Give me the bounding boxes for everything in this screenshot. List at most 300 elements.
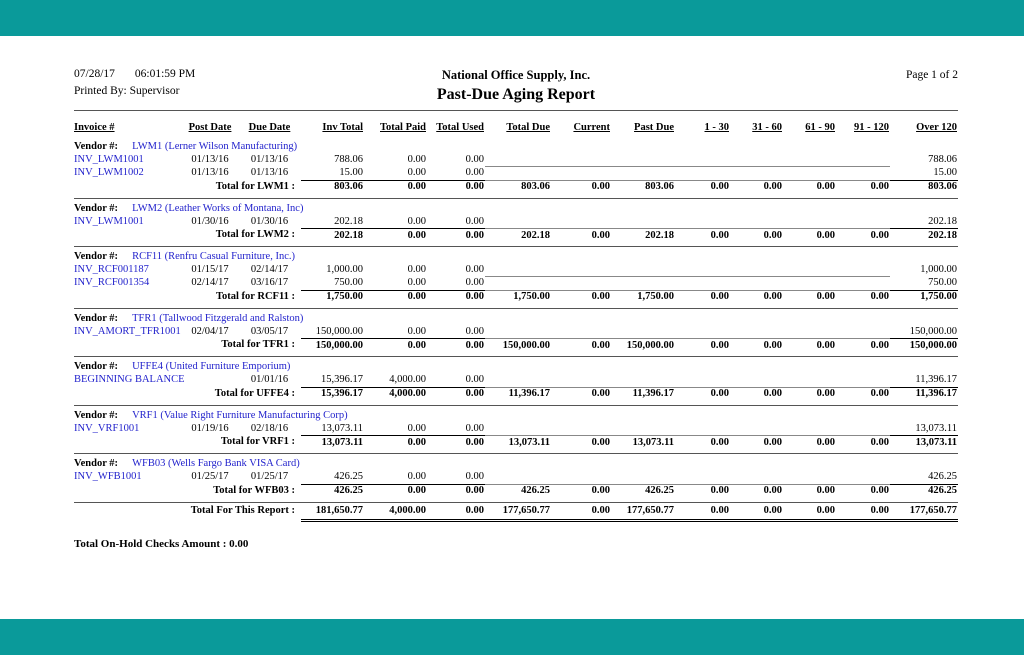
cell-total_paid: 0.00 bbox=[407, 471, 426, 482]
cell-inv_total: 426.25 bbox=[334, 471, 363, 482]
header-left bbox=[74, 68, 324, 97]
group-total-row bbox=[74, 180, 958, 194]
group-total-label: Total for UFFE4 : bbox=[214, 387, 295, 399]
page-number: Page 1 of 2 bbox=[905, 69, 958, 81]
group-total-b61_90: 0.00 bbox=[783, 387, 836, 401]
header-divider bbox=[74, 110, 958, 111]
cell-b61_90 bbox=[783, 215, 836, 229]
group-total-label: Total for WFB03 : bbox=[213, 484, 295, 496]
cell-inv_total: 15,396.17 bbox=[321, 374, 363, 385]
group-total-current: 0.00 bbox=[551, 180, 611, 194]
cell-over_120: 202.18 bbox=[928, 215, 957, 227]
cell-due_date: 01/30/16 bbox=[250, 215, 289, 227]
cell-past_due bbox=[611, 374, 675, 388]
group-total-inv_total: 15,396.17 bbox=[301, 387, 364, 401]
cell-current bbox=[551, 264, 611, 277]
vendor-row bbox=[74, 405, 958, 422]
group-total-b31_60: 0.00 bbox=[730, 484, 783, 498]
cell-post_date: 02/14/17 bbox=[191, 277, 229, 289]
cell-over_120: 13,073.11 bbox=[915, 422, 957, 434]
group-total-row bbox=[74, 387, 958, 401]
group-total-b61_90: 0.00 bbox=[783, 290, 836, 304]
group-total-over_120: 803.06 bbox=[890, 180, 958, 194]
report-total-current: 0.00 bbox=[551, 502, 611, 520]
vendor-cell bbox=[74, 454, 958, 471]
cell-inv_total: 788.06 bbox=[334, 154, 363, 165]
group-total-total_paid: 0.00 bbox=[364, 290, 427, 304]
cell-b61_90 bbox=[783, 154, 836, 167]
invoice-row bbox=[74, 422, 958, 436]
column-header-row bbox=[74, 120, 958, 137]
col-header-b31_60: 31 - 60 bbox=[752, 122, 782, 133]
cell-b31_60 bbox=[730, 167, 783, 181]
group-total-current: 0.00 bbox=[551, 229, 611, 243]
cell-total_paid: 0.00 bbox=[407, 215, 426, 227]
group-total-b61_90: 0.00 bbox=[783, 436, 836, 450]
cell-current bbox=[551, 325, 611, 339]
group-total-total_due: 11,396.17 bbox=[485, 387, 551, 401]
group-total-b91_120: 0.00 bbox=[836, 180, 890, 194]
cell-over_120: 11,396.17 bbox=[915, 374, 957, 385]
group-total-label: Total for VRF1 : bbox=[220, 436, 295, 448]
vendor-row bbox=[74, 454, 958, 471]
cell-invoice[interactable]: INV_RCF001187 bbox=[74, 264, 149, 275]
col-header-inv_total: Inv Total bbox=[322, 122, 363, 133]
cell-b31_60 bbox=[730, 325, 783, 339]
group-total-row bbox=[74, 436, 958, 450]
cell-due_date: 03/05/17 bbox=[250, 325, 289, 337]
cell-past_due bbox=[611, 264, 675, 277]
cell-total_used: 0.00 bbox=[465, 277, 484, 288]
group-total-past_due: 426.25 bbox=[611, 484, 675, 498]
cell-due_date: 01/13/16 bbox=[250, 167, 289, 179]
cell-b91_120 bbox=[836, 215, 890, 229]
cell-total_used: 0.00 bbox=[465, 167, 484, 178]
vendor-name-link[interactable]: WFB03 (Wells Fargo Bank VISA Card) bbox=[132, 458, 300, 469]
cell-total_due bbox=[485, 154, 551, 167]
cell-due_date: 02/18/16 bbox=[250, 422, 289, 434]
group-total-past_due: 803.06 bbox=[611, 180, 675, 194]
print-datetime bbox=[74, 68, 324, 80]
cell-b1_30 bbox=[675, 277, 730, 291]
cell-past_due bbox=[611, 325, 675, 339]
cell-invoice[interactable]: INV_RCF001354 bbox=[74, 277, 150, 289]
cell-total_paid: 0.00 bbox=[407, 325, 426, 337]
vendor-name-link[interactable]: LWM2 (Leather Works of Montana, Inc) bbox=[132, 202, 304, 214]
report-total-b91_120: 0.00 bbox=[836, 502, 890, 520]
group-total-total_due: 202.18 bbox=[485, 229, 551, 243]
vendor-name-link[interactable]: LWM1 (Lerner Wilson Manufacturing) bbox=[132, 141, 298, 152]
cell-invoice[interactable]: INV_LWM1001 bbox=[74, 154, 144, 165]
invoice-row bbox=[74, 325, 958, 339]
col-header-total_due: Total Due bbox=[506, 122, 550, 133]
col-header-post_date: Post Date bbox=[188, 122, 232, 133]
group-total-over_120: 426.25 bbox=[890, 484, 958, 498]
group-total-b31_60: 0.00 bbox=[730, 387, 783, 401]
cell-post_date: 01/15/17 bbox=[191, 264, 229, 275]
vendor-name-link[interactable]: UFFE4 (United Furniture Emporium) bbox=[132, 361, 291, 372]
group-total-b1_30: 0.00 bbox=[675, 229, 730, 243]
group-total-inv_total: 1,750.00 bbox=[301, 290, 364, 304]
cell-total_paid: 0.00 bbox=[407, 167, 426, 178]
company-name: National Office Supply, Inc. bbox=[441, 68, 591, 82]
cell-b91_120 bbox=[836, 264, 890, 277]
group-total-b61_90: 0.00 bbox=[783, 484, 836, 498]
group-total-inv_total: 202.18 bbox=[301, 229, 364, 243]
report-total-total_paid: 4,000.00 bbox=[364, 502, 427, 520]
group-total-label: Total for LWM2 : bbox=[215, 229, 295, 241]
group-total-over_120: 150,000.00 bbox=[890, 339, 958, 353]
group-total-b91_120: 0.00 bbox=[836, 229, 890, 243]
vendor-label: Vendor #: bbox=[74, 202, 119, 214]
cell-b61_90 bbox=[783, 325, 836, 339]
group-total-over_120: 1,750.00 bbox=[890, 290, 958, 304]
col-header-b1_30: 1 - 30 bbox=[704, 122, 729, 133]
cell-inv_total: 750.00 bbox=[334, 277, 363, 288]
report-total-b1_30: 0.00 bbox=[675, 502, 730, 520]
group-total-past_due: 11,396.17 bbox=[611, 387, 675, 401]
print-date: 07/28/17 bbox=[74, 68, 115, 80]
cell-past_due bbox=[611, 167, 675, 181]
invoice-row bbox=[74, 215, 958, 229]
vendor-row bbox=[74, 357, 958, 374]
cell-invoice[interactable]: INV_WFB1001 bbox=[74, 471, 142, 483]
group-total-b91_120: 0.00 bbox=[836, 436, 890, 450]
group-total-current: 0.00 bbox=[551, 290, 611, 304]
cell-b1_30 bbox=[675, 154, 730, 167]
cell-current bbox=[551, 277, 611, 291]
cell-b1_30 bbox=[675, 325, 730, 339]
report-title: Past-Due Aging Report bbox=[436, 86, 596, 103]
vendor-row bbox=[74, 308, 958, 325]
group-total-total_used: 0.00 bbox=[427, 436, 485, 450]
cell-over_120: 15.00 bbox=[933, 167, 957, 178]
cell-total_paid: 0.00 bbox=[407, 264, 426, 275]
report-total-past_due: 177,650.77 bbox=[611, 502, 675, 520]
vendor-row bbox=[74, 137, 958, 154]
cell-b1_30 bbox=[675, 422, 730, 436]
col-header-b91_120: 91 - 120 bbox=[854, 122, 889, 133]
group-total-b31_60: 0.00 bbox=[730, 436, 783, 450]
cell-b61_90 bbox=[783, 471, 836, 485]
cell-due_date: 01/13/16 bbox=[250, 154, 289, 165]
invoice-row bbox=[74, 154, 958, 167]
cell-post_date: 02/04/17 bbox=[191, 325, 229, 337]
cell-post_date bbox=[182, 374, 239, 388]
group-total-inv_total: 426.25 bbox=[301, 484, 364, 498]
cell-total_due bbox=[485, 215, 551, 229]
group-total-total_paid: 4,000.00 bbox=[364, 387, 427, 401]
cell-post_date: 01/13/16 bbox=[191, 154, 229, 165]
header-center bbox=[324, 68, 708, 104]
cell-past_due bbox=[611, 215, 675, 229]
group-total-total_due: 803.06 bbox=[485, 180, 551, 194]
group-total-b31_60: 0.00 bbox=[730, 229, 783, 243]
cell-b31_60 bbox=[730, 154, 783, 167]
cell-past_due bbox=[611, 422, 675, 436]
report-total-total_due: 177,650.77 bbox=[485, 502, 551, 520]
cell-inv_total: 150,000.00 bbox=[315, 325, 363, 337]
cell-invoice[interactable]: INV_VRF1001 bbox=[74, 422, 140, 434]
cell-inv_total: 13,073.11 bbox=[321, 422, 363, 434]
viewer-bottom-bar bbox=[0, 619, 1024, 655]
cell-over_120: 150,000.00 bbox=[909, 325, 957, 337]
vendor-label: Vendor #: bbox=[74, 409, 119, 421]
col-header-due_date: Due Date bbox=[248, 122, 291, 133]
group-total-b1_30: 0.00 bbox=[675, 387, 730, 401]
cell-current bbox=[551, 422, 611, 436]
cell-b91_120 bbox=[836, 374, 890, 388]
group-total-row bbox=[74, 484, 958, 498]
cell-b61_90 bbox=[783, 264, 836, 277]
cell-b61_90 bbox=[783, 374, 836, 388]
group-total-b1_30: 0.00 bbox=[675, 180, 730, 194]
cell-total_used: 0.00 bbox=[465, 422, 484, 434]
group-total-total_paid: 0.00 bbox=[364, 339, 427, 353]
cell-b91_120 bbox=[836, 471, 890, 485]
cell-b91_120 bbox=[836, 325, 890, 339]
group-total-b31_60: 0.00 bbox=[730, 339, 783, 353]
group-total-total_due: 13,073.11 bbox=[485, 436, 551, 450]
cell-total_due bbox=[485, 167, 551, 181]
group-total-label: Total for RCF11 : bbox=[215, 290, 295, 302]
cell-post_date: 01/13/16 bbox=[191, 167, 229, 179]
cell-post_date: 01/25/17 bbox=[191, 471, 229, 483]
group-total-b61_90: 0.00 bbox=[783, 229, 836, 243]
group-total-inv_total: 150,000.00 bbox=[301, 339, 364, 353]
on-hold-total bbox=[74, 538, 958, 550]
cell-b91_120 bbox=[836, 154, 890, 167]
vendor-cell bbox=[74, 405, 958, 422]
vendor-label: Vendor #: bbox=[74, 361, 119, 372]
cell-total_used: 0.00 bbox=[465, 325, 484, 337]
group-total-current: 0.00 bbox=[551, 387, 611, 401]
group-total-b1_30: 0.00 bbox=[675, 436, 730, 450]
cell-total_paid: 4,000.00 bbox=[389, 374, 426, 385]
invoice-row bbox=[74, 471, 958, 485]
cell-due_date: 01/01/16 bbox=[250, 374, 289, 386]
cell-over_120: 788.06 bbox=[928, 154, 957, 165]
cell-post_date: 01/19/16 bbox=[191, 422, 229, 434]
cell-over_120: 750.00 bbox=[928, 277, 957, 288]
group-total-b91_120: 0.00 bbox=[836, 339, 890, 353]
group-total-past_due: 150,000.00 bbox=[611, 339, 675, 353]
group-total-b1_30: 0.00 bbox=[675, 339, 730, 353]
cell-invoice[interactable]: INV_LWM1001 bbox=[74, 215, 144, 227]
group-total-label: Total for LWM1 : bbox=[215, 180, 295, 192]
cell-b91_120 bbox=[836, 167, 890, 181]
group-total-row bbox=[74, 229, 958, 243]
report-total-inv_total: 181,650.77 bbox=[301, 502, 364, 520]
cell-b31_60 bbox=[730, 422, 783, 436]
cell-b61_90 bbox=[783, 422, 836, 436]
cell-invoice[interactable]: INV_LWM1002 bbox=[74, 167, 144, 179]
group-total-past_due: 1,750.00 bbox=[611, 290, 675, 304]
cell-current bbox=[551, 471, 611, 485]
cell-b1_30 bbox=[675, 264, 730, 277]
vendor-cell bbox=[74, 247, 958, 264]
col-header-past_due: Past Due bbox=[634, 122, 674, 133]
group-total-total_paid: 0.00 bbox=[364, 229, 427, 243]
on-hold-value: 0.00 bbox=[229, 537, 249, 550]
invoice-row bbox=[74, 277, 958, 291]
cell-b31_60 bbox=[730, 471, 783, 485]
cell-current bbox=[551, 215, 611, 229]
cell-total_due bbox=[485, 422, 551, 436]
cell-total_used: 0.00 bbox=[465, 215, 484, 227]
group-total-total_used: 0.00 bbox=[427, 180, 485, 194]
group-total-b91_120: 0.00 bbox=[836, 387, 890, 401]
group-total-total_paid: 0.00 bbox=[364, 180, 427, 194]
vendor-name-link[interactable]: VRF1 (Value Right Furniture Manufacturing Corp) bbox=[132, 409, 348, 421]
cell-total_used: 0.00 bbox=[465, 154, 484, 165]
group-total-b91_120: 0.00 bbox=[836, 484, 890, 498]
vendor-row bbox=[74, 198, 958, 215]
cell-post_date: 01/30/16 bbox=[191, 215, 229, 227]
vendor-label: Vendor #: bbox=[74, 141, 119, 152]
cell-total_due bbox=[485, 471, 551, 485]
group-total-total_used: 0.00 bbox=[427, 387, 485, 401]
vendor-cell bbox=[74, 137, 958, 154]
cell-past_due bbox=[611, 154, 675, 167]
group-total-b61_90: 0.00 bbox=[783, 339, 836, 353]
cell-total_paid: 0.00 bbox=[407, 154, 426, 165]
cell-b31_60 bbox=[730, 277, 783, 291]
cell-total_paid: 0.00 bbox=[407, 277, 426, 288]
group-total-inv_total: 13,073.11 bbox=[301, 436, 364, 450]
cell-b31_60 bbox=[730, 215, 783, 229]
cell-b91_120 bbox=[836, 277, 890, 291]
group-total-b91_120: 0.00 bbox=[836, 290, 890, 304]
cell-b1_30 bbox=[675, 471, 730, 485]
group-total-total_paid: 0.00 bbox=[364, 436, 427, 450]
report-page bbox=[0, 36, 1024, 619]
group-total-b31_60: 0.00 bbox=[730, 290, 783, 304]
group-total-total_used: 0.00 bbox=[427, 339, 485, 353]
cell-due_date: 02/14/17 bbox=[250, 264, 289, 275]
cell-total_due bbox=[485, 325, 551, 339]
group-total-b1_30: 0.00 bbox=[675, 290, 730, 304]
vendor-cell bbox=[74, 308, 958, 325]
group-total-total_due: 150,000.00 bbox=[485, 339, 551, 353]
cell-over_120: 1,000.00 bbox=[920, 264, 957, 275]
col-header-invoice: Invoice # bbox=[74, 122, 115, 133]
cell-total_due bbox=[485, 264, 551, 277]
cell-b1_30 bbox=[675, 215, 730, 229]
cell-inv_total: 1,000.00 bbox=[326, 264, 363, 275]
group-total-current: 0.00 bbox=[551, 484, 611, 498]
col-header-total_used: Total Used bbox=[436, 122, 484, 133]
print-time: 06:01:59 PM bbox=[134, 68, 196, 80]
group-total-total_used: 0.00 bbox=[427, 290, 485, 304]
cell-total_due bbox=[485, 374, 551, 388]
invoice-row bbox=[74, 264, 958, 277]
cell-total_paid: 0.00 bbox=[407, 422, 426, 434]
group-total-over_120: 11,396.17 bbox=[890, 387, 958, 401]
group-total-past_due: 202.18 bbox=[611, 229, 675, 243]
report-total-b31_60: 0.00 bbox=[730, 502, 783, 520]
report-total-over_120: 177,650.77 bbox=[890, 502, 958, 520]
viewer-top-bar bbox=[0, 0, 1024, 36]
cell-current bbox=[551, 167, 611, 181]
invoice-row bbox=[74, 374, 958, 388]
cell-b31_60 bbox=[730, 264, 783, 277]
cell-past_due bbox=[611, 277, 675, 291]
group-total-label: Total for TFR1 : bbox=[221, 339, 295, 351]
group-total-row bbox=[74, 290, 958, 304]
cell-over_120: 426.25 bbox=[928, 471, 957, 482]
on-hold-label: Total On-Hold Checks Amount : bbox=[74, 537, 227, 550]
group-total-total_paid: 0.00 bbox=[364, 484, 427, 498]
cell-total_used: 0.00 bbox=[465, 374, 484, 385]
vendor-label: Vendor #: bbox=[74, 312, 119, 324]
cell-total_due bbox=[485, 277, 551, 291]
cell-inv_total: 202.18 bbox=[334, 215, 363, 227]
cell-b61_90 bbox=[783, 277, 836, 291]
cell-b31_60 bbox=[730, 374, 783, 388]
group-total-over_120: 202.18 bbox=[890, 229, 958, 243]
group-total-total_due: 1,750.00 bbox=[485, 290, 551, 304]
vendor-cell bbox=[74, 198, 958, 215]
cell-b61_90 bbox=[783, 167, 836, 181]
group-total-total_used: 0.00 bbox=[427, 484, 485, 498]
report-total-total_used: 0.00 bbox=[427, 502, 485, 520]
group-total-current: 0.00 bbox=[551, 436, 611, 450]
cell-current bbox=[551, 374, 611, 388]
vendor-name-link[interactable]: TFR1 (Tallwood Fitzgerald and Ralston) bbox=[132, 312, 304, 324]
report-total-label: Total For This Report : bbox=[190, 505, 295, 517]
cell-due_date: 01/25/17 bbox=[250, 471, 289, 483]
cell-inv_total: 15.00 bbox=[339, 167, 363, 178]
group-total-inv_total: 803.06 bbox=[301, 180, 364, 194]
col-header-current: Current bbox=[573, 122, 610, 133]
invoice-row bbox=[74, 167, 958, 181]
group-total-row bbox=[74, 339, 958, 353]
cell-b1_30 bbox=[675, 374, 730, 388]
cell-total_used: 0.00 bbox=[465, 471, 484, 482]
vendor-label: Vendor #: bbox=[74, 458, 119, 469]
cell-invoice[interactable]: INV_AMORT_TFR1001 bbox=[74, 325, 181, 337]
group-total-current: 0.00 bbox=[551, 339, 611, 353]
vendor-name-link[interactable]: RCF11 (Renfru Casual Furniture, Inc.) bbox=[132, 251, 295, 262]
group-total-past_due: 13,073.11 bbox=[611, 436, 675, 450]
report-header bbox=[74, 68, 958, 104]
cell-invoice[interactable]: BEGINNING BALANCE bbox=[74, 374, 185, 386]
cell-due_date: 03/16/17 bbox=[250, 277, 289, 289]
cell-past_due bbox=[611, 471, 675, 485]
cell-b91_120 bbox=[836, 422, 890, 436]
aging-table bbox=[74, 120, 958, 522]
cell-b1_30 bbox=[675, 167, 730, 181]
col-header-over_120: Over 120 bbox=[916, 122, 957, 133]
cell-current bbox=[551, 154, 611, 167]
group-total-total_used: 0.00 bbox=[427, 229, 485, 243]
group-total-b31_60: 0.00 bbox=[730, 180, 783, 194]
group-total-b1_30: 0.00 bbox=[675, 484, 730, 498]
vendor-cell bbox=[74, 357, 958, 374]
group-total-total_due: 426.25 bbox=[485, 484, 551, 498]
vendor-label: Vendor #: bbox=[74, 251, 119, 262]
col-header-b61_90: 61 - 90 bbox=[805, 122, 835, 133]
report-total-b61_90: 0.00 bbox=[783, 502, 836, 520]
report-total-row bbox=[74, 502, 958, 520]
cell-total_used: 0.00 bbox=[465, 264, 484, 275]
col-header-total_paid: Total Paid bbox=[380, 122, 426, 133]
group-total-b61_90: 0.00 bbox=[783, 180, 836, 194]
vendor-row bbox=[74, 247, 958, 264]
group-total-over_120: 13,073.11 bbox=[890, 436, 958, 450]
printed-by: Printed By: Supervisor bbox=[74, 85, 180, 97]
